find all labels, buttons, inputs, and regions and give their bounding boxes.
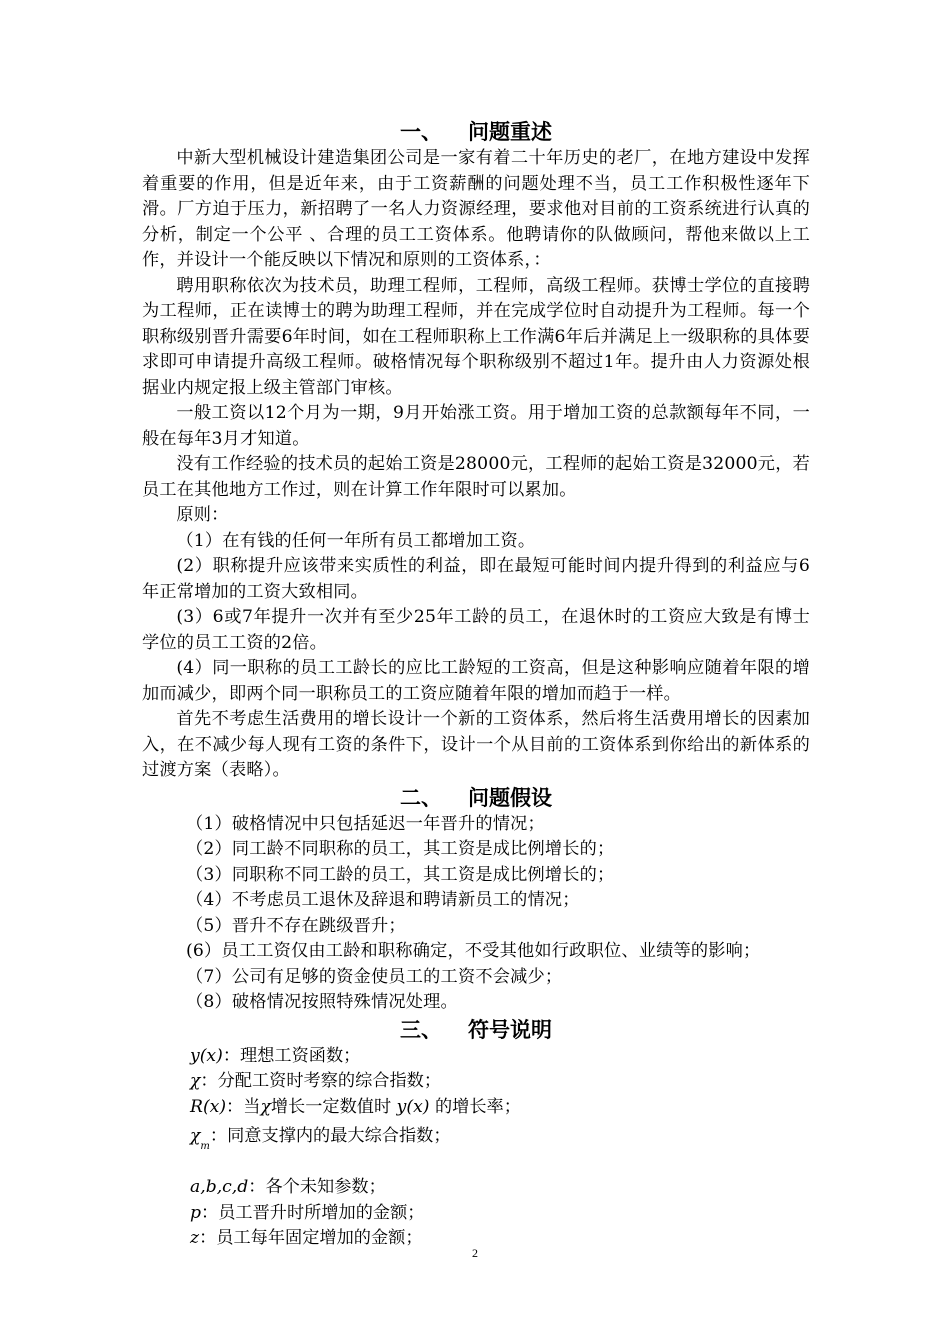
principle-item: (4）同一职称的员工工龄长的应比工龄短的工资高，但是这种影响应随着年限的增加而减少，即两个同一职称员工的工资应随着年限的增加而趋于一样。	[142, 658, 810, 704]
paragraph: 首先不考虑生活费用的增长设计一个新的工资体系，然后将生活费用增长的因素加入，在不减少每人现有工资的条件下，设计一个从目前的工资体系到你给出的新体系的过渡方案（表略）。	[142, 709, 810, 780]
symbol-desc: ：当	[226, 1096, 261, 1117]
assumption-item: （3）同职称不同工龄的员工，其工资是成比例增长的；	[186, 864, 615, 885]
symbol-desc: ：分配工资时考察的综合指数；	[200, 1071, 442, 1091]
principle-item: （1）在有钱的任何一年所有员工都增加工资。	[176, 530, 536, 551]
inline-symbol: y(x)	[396, 1096, 430, 1117]
section-title: 问题重述	[468, 120, 552, 144]
assumption-item: （5）晋升不存在跳级晋升；	[186, 915, 406, 936]
principle-item: (3）6或7年提升一次并有至少25年工龄的员工，在退休时的工资应大致是有博士学位的员工工资的2倍。	[142, 607, 810, 653]
section-heading-2	[142, 784, 810, 812]
page-number: 2	[472, 1246, 478, 1260]
paragraph: 一般工资以12个月为一期，9月开始涨工资。用于增加工资的总款额每年不同，一般在每年3月才知道。	[142, 403, 810, 449]
assumption-item: （2）同工龄不同职称的员工，其工资是成比例增长的；	[186, 839, 615, 859]
symbol-desc: 增长一定数值时	[270, 1096, 392, 1117]
symbol-desc: ：员工每年固定增加的金额；	[199, 1228, 423, 1248]
symbol: R(x)	[190, 1096, 227, 1117]
symbol: a,b,c,d	[190, 1177, 249, 1197]
symbol-row	[190, 1120, 810, 1163]
symbol-desc: ：员工晋升时所增加的金额；	[201, 1202, 425, 1223]
symbol: z	[190, 1228, 200, 1248]
symbol: χ	[190, 1071, 201, 1091]
symbol-row	[190, 1201, 810, 1227]
section-number: 三、	[400, 1017, 442, 1042]
inline-symbol: χ	[260, 1096, 271, 1117]
symbol-row	[190, 1175, 810, 1201]
symbol: y(x)	[190, 1045, 223, 1066]
symbol-subscript: m	[200, 1141, 210, 1152]
paragraph: 聘用职称依次为技术员，助理工程师，工程师，高级工程师。获博士学位的直接聘为工程师，正在读博士的聘为助理工程师，并在完成学位时自动提升为工程师。每一个职称级别晋升需要6年时间，如在工程师职称上工作满6年后并满足上一级职称的具体要求即可申请提升高级工程师。破格情况每个职称级别不超过1年。提升由人力资源处根据业内规定报上级主管部门审核。	[142, 275, 810, 398]
symbol-row	[190, 1069, 810, 1095]
assumption-item: （1）破格情况中只包括延迟一年晋升的情况；	[186, 813, 545, 834]
section-heading-3	[142, 1016, 810, 1044]
symbol-row	[190, 1095, 810, 1121]
assumption-item: (6）员工工资仅由工龄和职称确定，不受其他如行政职位、业绩等的影响；	[186, 941, 761, 961]
paragraph: 没有工作经验的技术员的起始工资是28000元，工程师的起始工资是32000元，若员工在其他地方工作过，则在计算工作年限时可以累加。	[142, 454, 810, 500]
assumption-item: （4）不考虑员工退休及辞退和聘请新员工的情况；	[186, 890, 580, 910]
symbol-row	[190, 1044, 810, 1070]
symbol: p	[190, 1202, 202, 1223]
symbol-desc: ：理想工资函数；	[222, 1045, 361, 1066]
principles-label: 原则：	[176, 505, 229, 525]
assumption-item: （7）公司有足够的资金使员工的工资不会减少；	[186, 966, 563, 987]
symbol-desc: 的增长率；	[434, 1096, 521, 1117]
paragraph: 中新大型机械设计建造集团公司是一家有着二十年历史的老厂，在地方建设中发挥着重要的作用，但是近年来，由于工资薪酬的问题处理不当，员工工作积极性逐年下滑。厂方迫于压力，新招聘了一名人力资源经理，要求他对目前的工资系统进行认真的分析，制定一个公平 、合理的员工工资体系。他聘请你的队做顾问，帮他来做以上工作，并设计一个能反映以下情况和原则的工资体系，：	[142, 148, 810, 270]
section-number: 一、	[400, 120, 442, 144]
section-title: 符号说明	[468, 1017, 552, 1042]
assumption-item: （8）破格情况按照特殊情况处理。	[186, 992, 458, 1012]
section-heading-1	[142, 118, 810, 146]
principle-item: (2）职称提升应该带来实质性的利益，即在最短可能时间内提升得到的利益应与6年正常增加的工资大致相同。	[142, 556, 810, 602]
section-number: 二、	[400, 785, 442, 810]
symbol-desc: ：各个未知参数；	[248, 1177, 386, 1197]
symbol-desc: ：同意支撑内的最大综合指数；	[209, 1126, 451, 1146]
symbol: χ	[190, 1126, 201, 1146]
section-title: 问题假设	[468, 785, 552, 810]
text-column	[142, 118, 810, 1252]
